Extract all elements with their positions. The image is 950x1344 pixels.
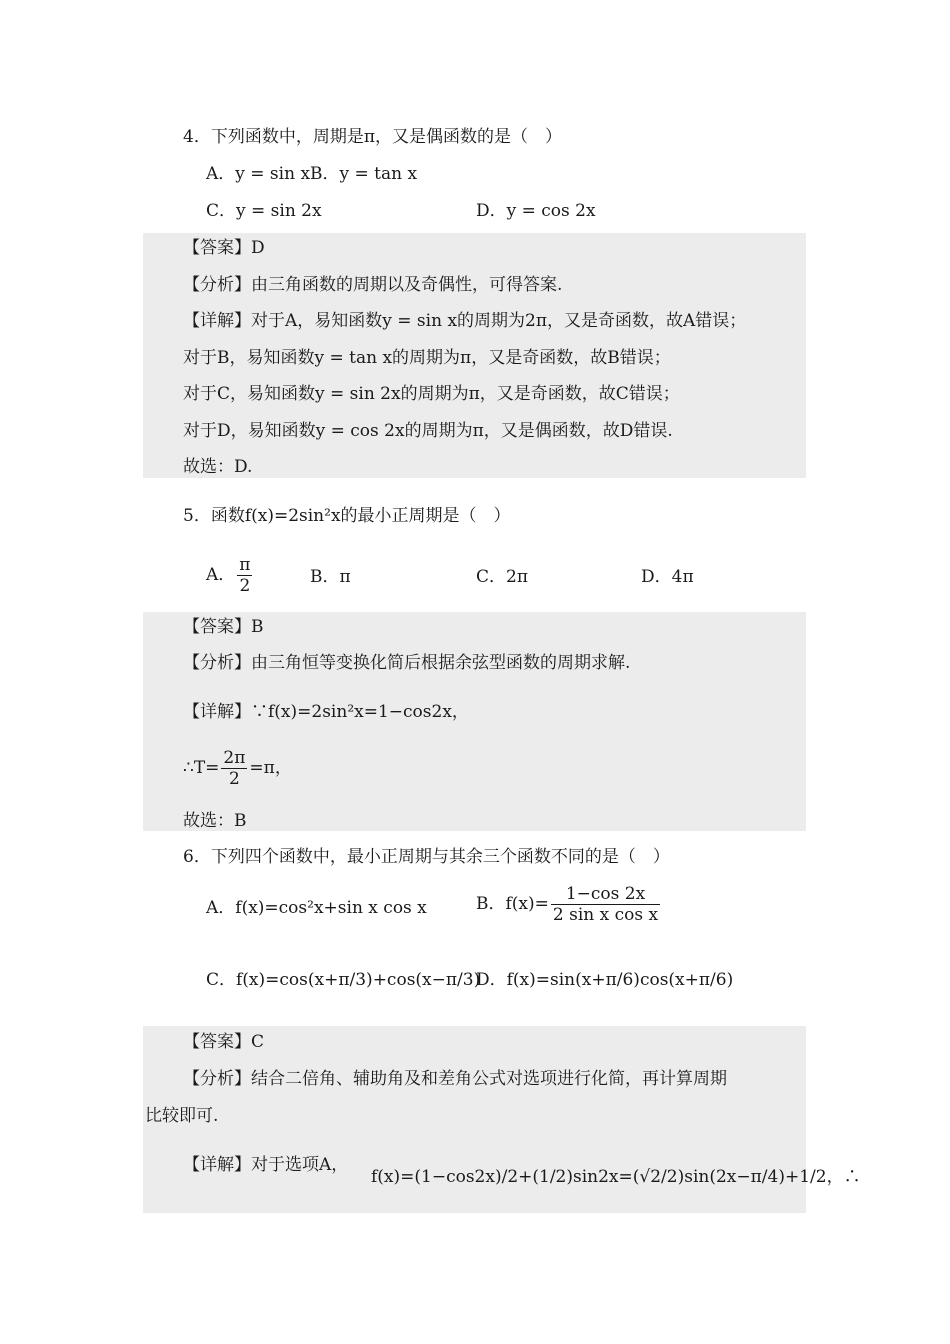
q5-detail-fraction bbox=[221, 748, 247, 789]
q6-detail-label: 【详解】对于选项A， bbox=[183, 1155, 349, 1175]
q4-detail-line-4: 对于D，易知函数y = cos 2x的周期为π，又是偶函数，故D错误. bbox=[183, 421, 673, 441]
q5-stem: 5．函数f(x)=2sin²x的最小正周期是（ ） bbox=[183, 506, 511, 526]
q4-detail-line-2: 对于B，易知函数y = tan x的周期为π，又是奇函数，故B错误； bbox=[183, 348, 671, 368]
q6-solution-box bbox=[143, 1026, 861, 1213]
q6-option-b-fraction bbox=[551, 884, 660, 925]
q4-choose: 故选：D. bbox=[183, 457, 253, 477]
q6-analysis-line-1: 【分析】结合二倍角、辅助角及和差角公式对选项进行化简，再计算周期 bbox=[183, 1069, 727, 1089]
q6-option-b bbox=[476, 884, 662, 925]
q5-detail-line-2-suffix: =π， bbox=[249, 758, 292, 778]
q5-option-a-denominator: 2 bbox=[239, 576, 251, 596]
q4-stem: 4．下列函数中，周期是π，又是偶函数的是（ ） bbox=[183, 127, 562, 147]
q4-analysis: 【分析】由三角函数的周期以及奇偶性，可得答案. bbox=[183, 275, 563, 295]
q6-option-a: A．f(x)=cos²x+sin x cos x bbox=[206, 898, 427, 918]
q4-answer: 【答案】D bbox=[183, 238, 265, 258]
q5-choose: 故选：B bbox=[183, 811, 247, 831]
q5-detail-line-2-prefix: ∴T= bbox=[183, 758, 220, 778]
q5-option-a-label: A． bbox=[206, 565, 236, 585]
q4-detail-line-1: 【详解】对于A，易知函数y = sin x的周期为2π，又是奇函数，故A错误； bbox=[183, 311, 747, 331]
q6-option-b-numerator: 1−cos 2x bbox=[551, 884, 660, 905]
q4-detail-line-3: 对于C，易知函数y = sin 2x的周期为π，又是奇函数，故C错误； bbox=[183, 384, 680, 404]
q6-stem: 6．下列四个函数中，最小正周期与其余三个函数不同的是（ ） bbox=[183, 847, 670, 867]
q5-detail-numerator: 2π bbox=[223, 748, 246, 768]
q5-option-a-fraction bbox=[237, 555, 252, 596]
q6-option-d: D．f(x)=sin(x+π/6)cos(x+π/6) bbox=[476, 970, 734, 990]
q6-option-b-denominator: 2 sin x cos x bbox=[552, 905, 659, 925]
q5-option-a bbox=[206, 555, 254, 596]
q4-option-d: D．y = cos 2x bbox=[476, 201, 596, 221]
q5-option-a-numerator: π bbox=[239, 555, 251, 575]
q6-option-c: C．f(x)=cos(x+π/3)+cos(x−π/3) bbox=[206, 970, 481, 990]
q5-option-b: B．π bbox=[310, 567, 351, 587]
q5-answer: 【答案】B bbox=[183, 617, 264, 637]
q4-option-a: A．y = sin x bbox=[206, 164, 311, 184]
q5-detail-denominator: 2 bbox=[228, 769, 240, 789]
q6-detail-formula: f(x)=(1−cos2x)/2+(1/2)sin2x=(√2/2)sin(2x−π/4)+1/2，∴ bbox=[371, 1167, 861, 1187]
q6-analysis-line-2: 比较即可. bbox=[145, 1106, 219, 1126]
q6-answer: 【答案】C bbox=[183, 1032, 265, 1052]
q4-solution-box bbox=[143, 233, 806, 478]
q4-option-b: B．y = tan x bbox=[310, 164, 418, 184]
q4-option-c: C．y = sin 2x bbox=[206, 201, 322, 221]
q5-option-d: D．4π bbox=[641, 567, 694, 587]
q5-solution-box bbox=[143, 612, 806, 831]
q6-option-b-label: B．f(x)= bbox=[476, 894, 549, 914]
q5-option-c: C．2π bbox=[476, 567, 528, 587]
q5-detail-line-2 bbox=[183, 748, 292, 789]
q5-analysis: 【分析】由三角恒等变换化简后根据余弦型函数的周期求解. bbox=[183, 653, 631, 673]
q5-detail-line-1: 【详解】∵f(x)=2sin²x=1−cos2x， bbox=[183, 702, 469, 722]
